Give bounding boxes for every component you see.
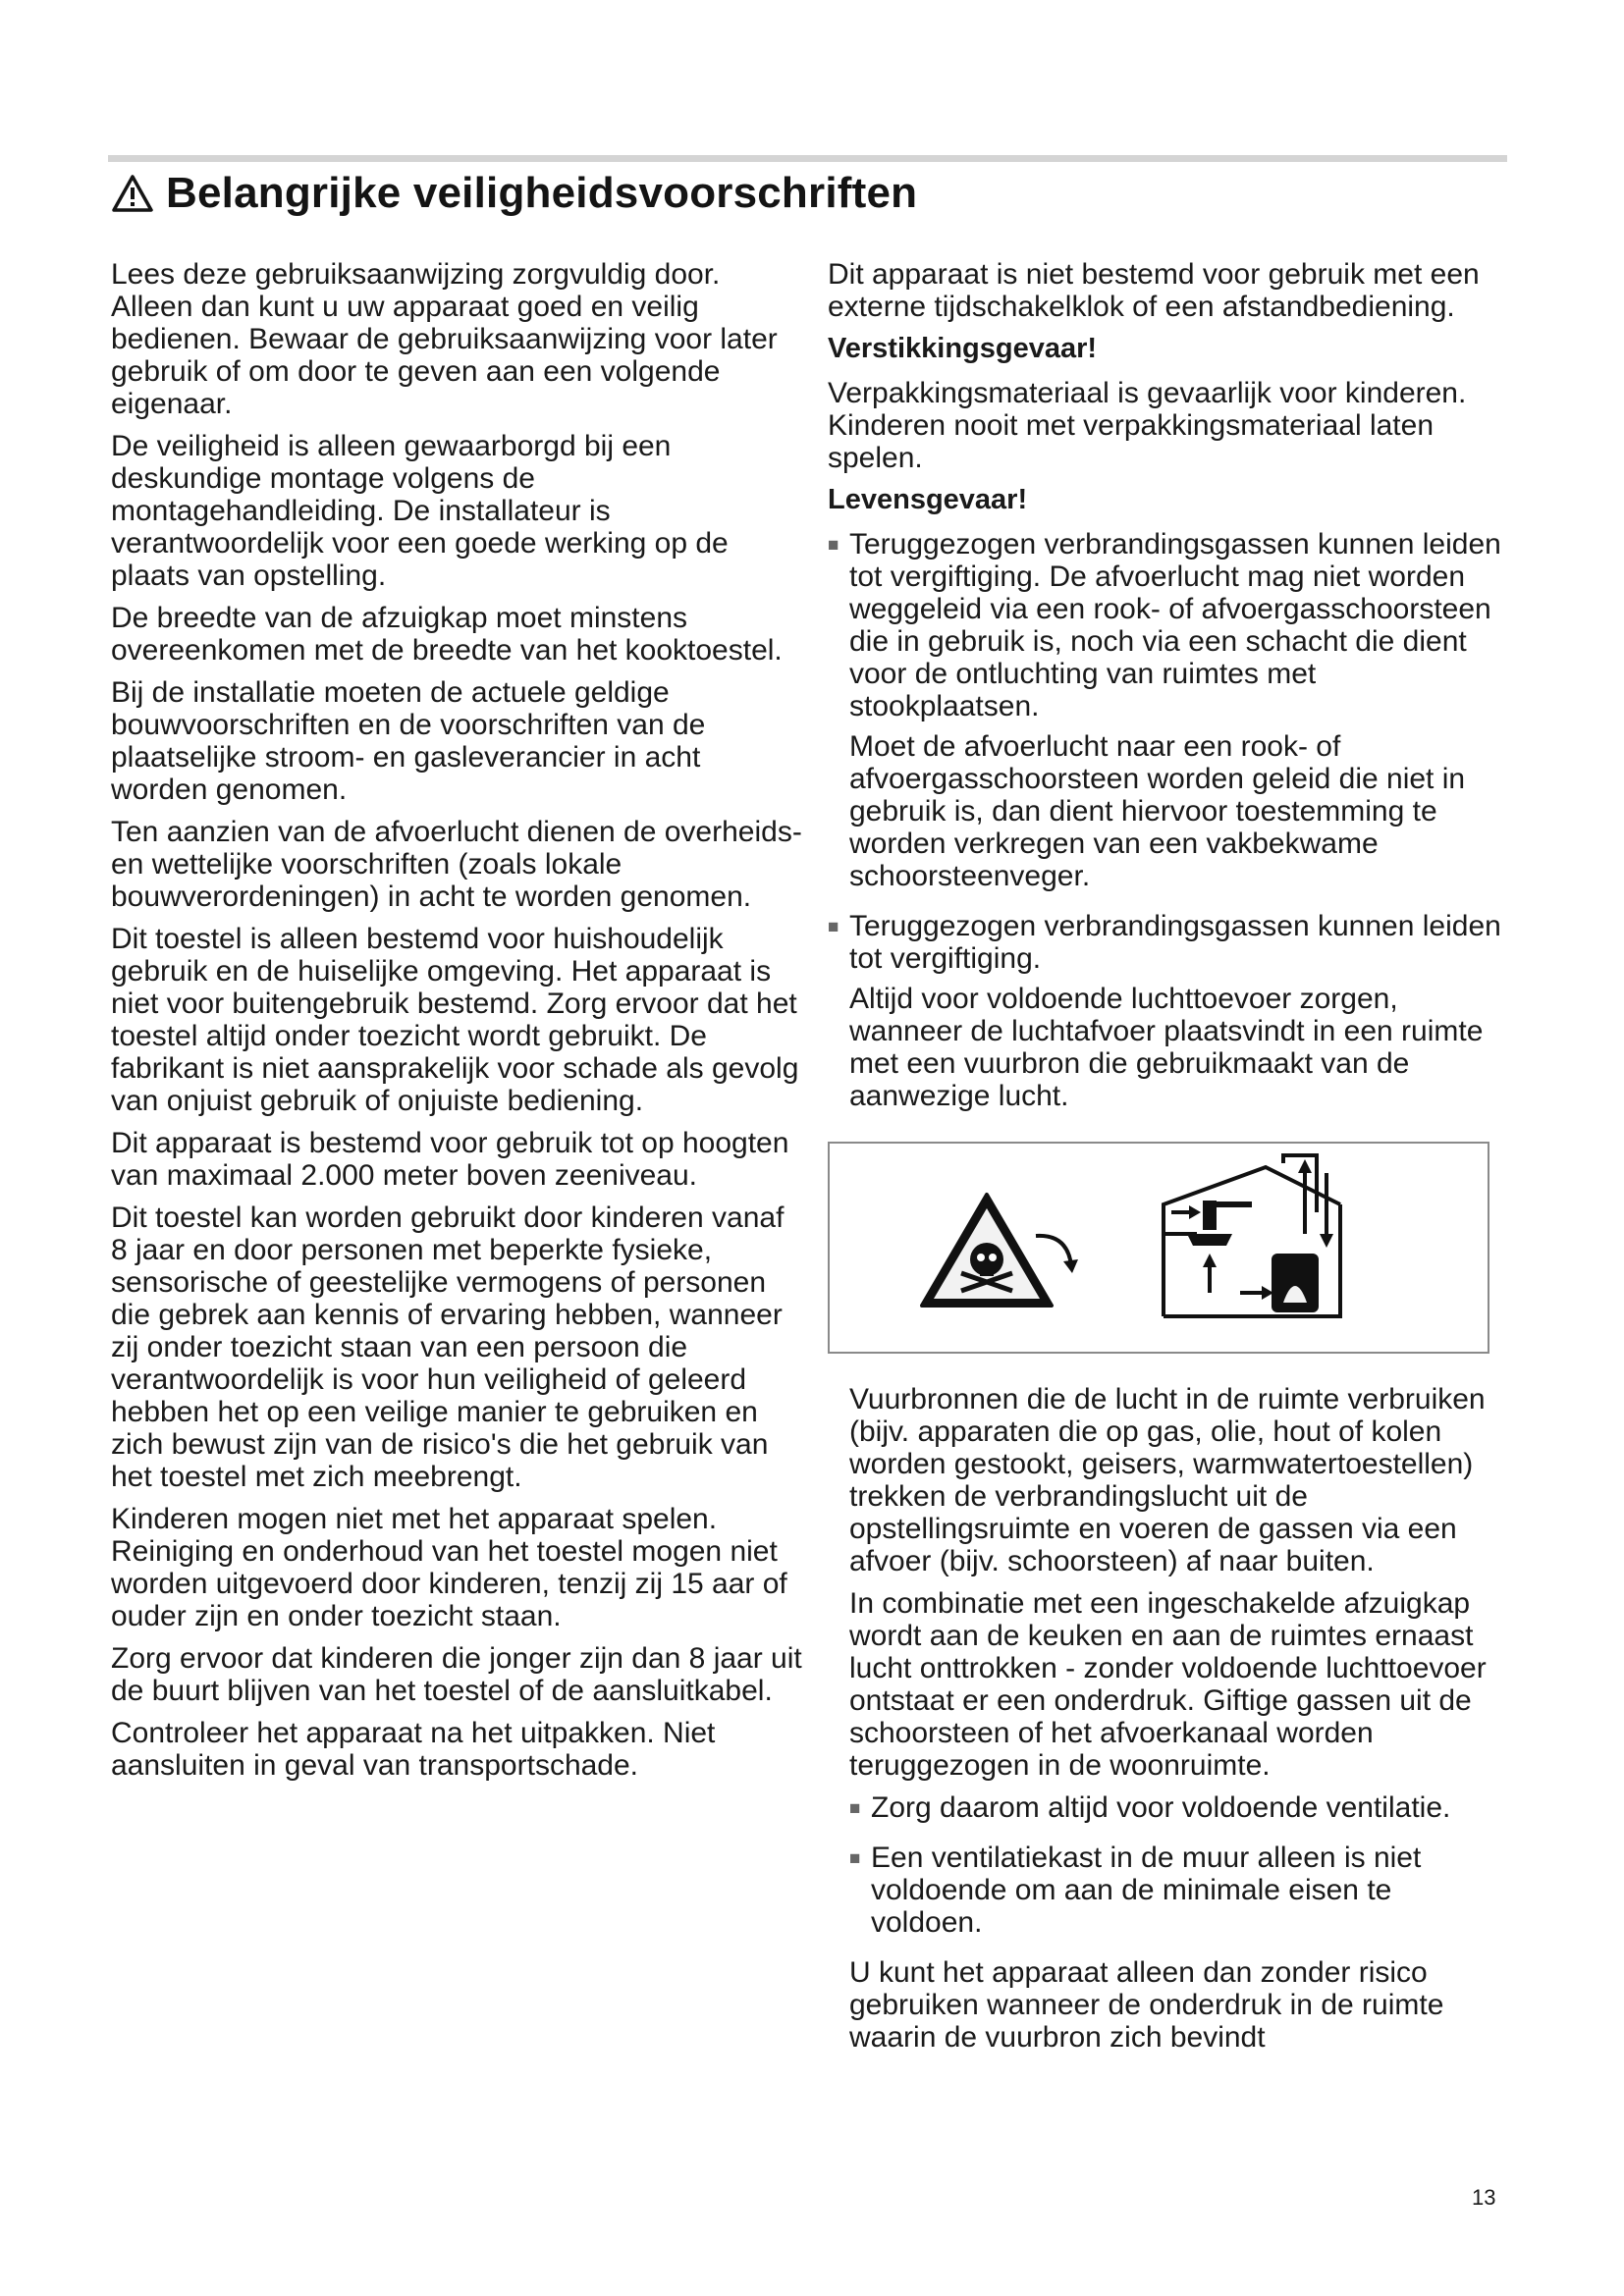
bullet-text: Zorg daarom altijd voor voldoende ventilatie. — [871, 1791, 1451, 1824]
bullet-text: Een ventilatiekast in de muur alleen is niet voldoende om aan de minimale eisen te voldoen. — [871, 1842, 1422, 1939]
left-column — [111, 258, 803, 1791]
right-column — [828, 258, 1505, 2063]
bullet-text: Teruggezogen verbrandingsgassen kunnen leiden tot vergiftiging. De afvoerlucht mag niet worden weggeleid via een rook- of afvoergasschoorsteen die in gebruik is, noch via een schacht die dient voor de ontluchting van ruimtes met stookplaatsen. — [849, 528, 1501, 722]
paragraph: U kunt het apparaat alleen dan zonder risico gebruiken wanneer de onderdruk in de ruimte waarin de vuurbron zich bevindt — [849, 1956, 1444, 2054]
bullet-text: Teruggezogen verbrandingsgassen kunnen leiden tot vergiftiging. — [849, 910, 1501, 975]
paragraph: Dit toestel is alleen bestemd voor huishoudelijk gebruik en de huiselijke omgeving. Het apparaat is niet voor buitengebruik bestemd. Zorg ervoor dat het toestel altijd onder toezicht wordt gebruikt. De fabrikant is niet aansprakelijk voor schade als gevolg van onjuist gebruik of onjuiste bediening. — [111, 923, 799, 1117]
danger-illustration — [828, 1142, 1489, 1354]
paragraph: Dit apparaat is bestemd voor gebruik tot op hoogten van maximaal 2.000 meter boven zeeniveau. — [111, 1127, 789, 1192]
paragraph: Lees deze gebruiksaanwijzing zorgvuldig door. Alleen dan kunt u uw apparaat goed en veilig bedienen. Bewaar de gebruiksaanwijzing voor later gebruik of om door te geven aan een volgende eigenaar. — [111, 258, 778, 420]
page-title — [111, 169, 917, 218]
cooker-hood-icon — [1187, 1201, 1252, 1246]
bullet-icon: ■ — [849, 1798, 861, 1819]
paragraph: Dit toestel kan worden gebruikt door kinderen vanaf 8 jaar en door personen met beperkte fysieke, sensorische of geestelijke vermogens of personen die gebrek aan kennis of ervaring hebben, wanneer zij onder toezicht staan van een persoon die verantwoordelijk is voor hun veiligheid of geleerd hebben het op een veilige manier te gebruiken en zich bewust zijn van de risico's die het gebruik van het toestel met zich meebrengt. — [111, 1201, 785, 1493]
paragraph: Kinderen mogen niet met het apparaat spelen. Reiniging en onderhoud van het toestel mogen niet worden uitgevoerd door kinderen, tenzij zij 15 aar of ouder zijn en onder toezicht staan. — [111, 1503, 787, 1632]
paragraph: In combinatie met een ingeschakelde afzuigkap wordt aan de keuken en aan de ruimtes ernaast lucht onttrokken - zonder voldoende luchttoevoer ontstaat er een onderdruk. Giftige gassen uit de schoorsteen of het afvoerkanaal worden teruggezogen in de woonruimte. — [849, 1587, 1487, 1782]
paragraph: Ten aanzien van de afvoerlucht dienen de overheids- en wettelijke voorschriften (zoals lokale bouwverordeningen) in acht te worden genomen. — [111, 816, 802, 913]
bullet-text: Altijd voor voldoende luchttoevoer zorgen, wanneer de luchtafvoer plaatsvindt in een ruimte met een vuurbron die gebruikmaakt van de aanwezige lucht. — [849, 983, 1484, 1112]
list-item — [828, 910, 1505, 1120]
paragraph: De veiligheid is alleen gewaarborgd bij een deskundige montage volgens de montagehandleiding. De installateur is verantwoordelijk voor een goede werking op de plaats van opstelling. — [111, 430, 729, 592]
paragraph: Vuurbronnen die de lucht in de ruimte verbruiken (bijv. apparaten die op gas, olie, hout of kolen worden gestookt, geisers, warmwatertoestellen) trekken de verbrandingslucht uit de opstellingsruimte en voeren de gassen via een afvoer (bijv. schoorsteen) af naar buiten. — [849, 1383, 1486, 1577]
intro-paragraph: Dit apparaat is niet bestemd voor gebruik met een externe tijdschakelklok of een afstandbediening. — [828, 258, 1480, 323]
paragraph: Zorg ervoor dat kinderen die jonger zijn dan 8 jaar uit de buurt blijven van het toestel of de aansluitkabel. — [111, 1642, 802, 1707]
paragraph: Bij de installatie moeten de actuele geldige bouwvoorschriften en de voorschriften van de plaatselijke stroom- en gasleverancier in acht worden genomen. — [111, 676, 706, 806]
poison-warning-icon — [922, 1195, 1052, 1306]
page-number: 13 — [1472, 2185, 1496, 2210]
paragraph: Controleer het apparaat na het uitpakken. Niet aansluiten in geval van transportschade. — [111, 1717, 716, 1782]
page-title-text: Belangrijke veiligheidsvoorschriften — [166, 169, 918, 217]
curved-arrow-icon — [1036, 1236, 1071, 1265]
bullet-icon: ■ — [828, 917, 839, 937]
list-item — [849, 1791, 1505, 1832]
bullet-text: Moet de afvoerlucht naar een rook- of afvoergasschoorsteen worden geleid die niet in gebruik is, dan dient hiervoor toestemming te worden verkregen van een vakbekwame schoorsteenveger. — [849, 730, 1466, 892]
list-item — [849, 1842, 1505, 1947]
paragraph: De breedte van de afzuigkap moet minstens overeenkomen met de breedte van het kooktoestel. — [111, 602, 783, 667]
warning-icon — [111, 174, 154, 213]
heading-suffocation: Verstikkingsgevaar! — [828, 333, 1098, 364]
paragraph: Verpakkingsmateriaal is gevaarlijk voor kinderen. Kinderen nooit met verpakkingsmateriaal laten spelen. — [828, 377, 1467, 474]
stove-icon — [1272, 1254, 1319, 1312]
list-item — [828, 528, 1505, 900]
header-rule — [108, 155, 1507, 162]
bullet-icon: ■ — [849, 1848, 861, 1869]
heading-danger-to-life: Levensgevaar! — [828, 484, 1028, 515]
bullet-icon: ■ — [828, 535, 839, 556]
